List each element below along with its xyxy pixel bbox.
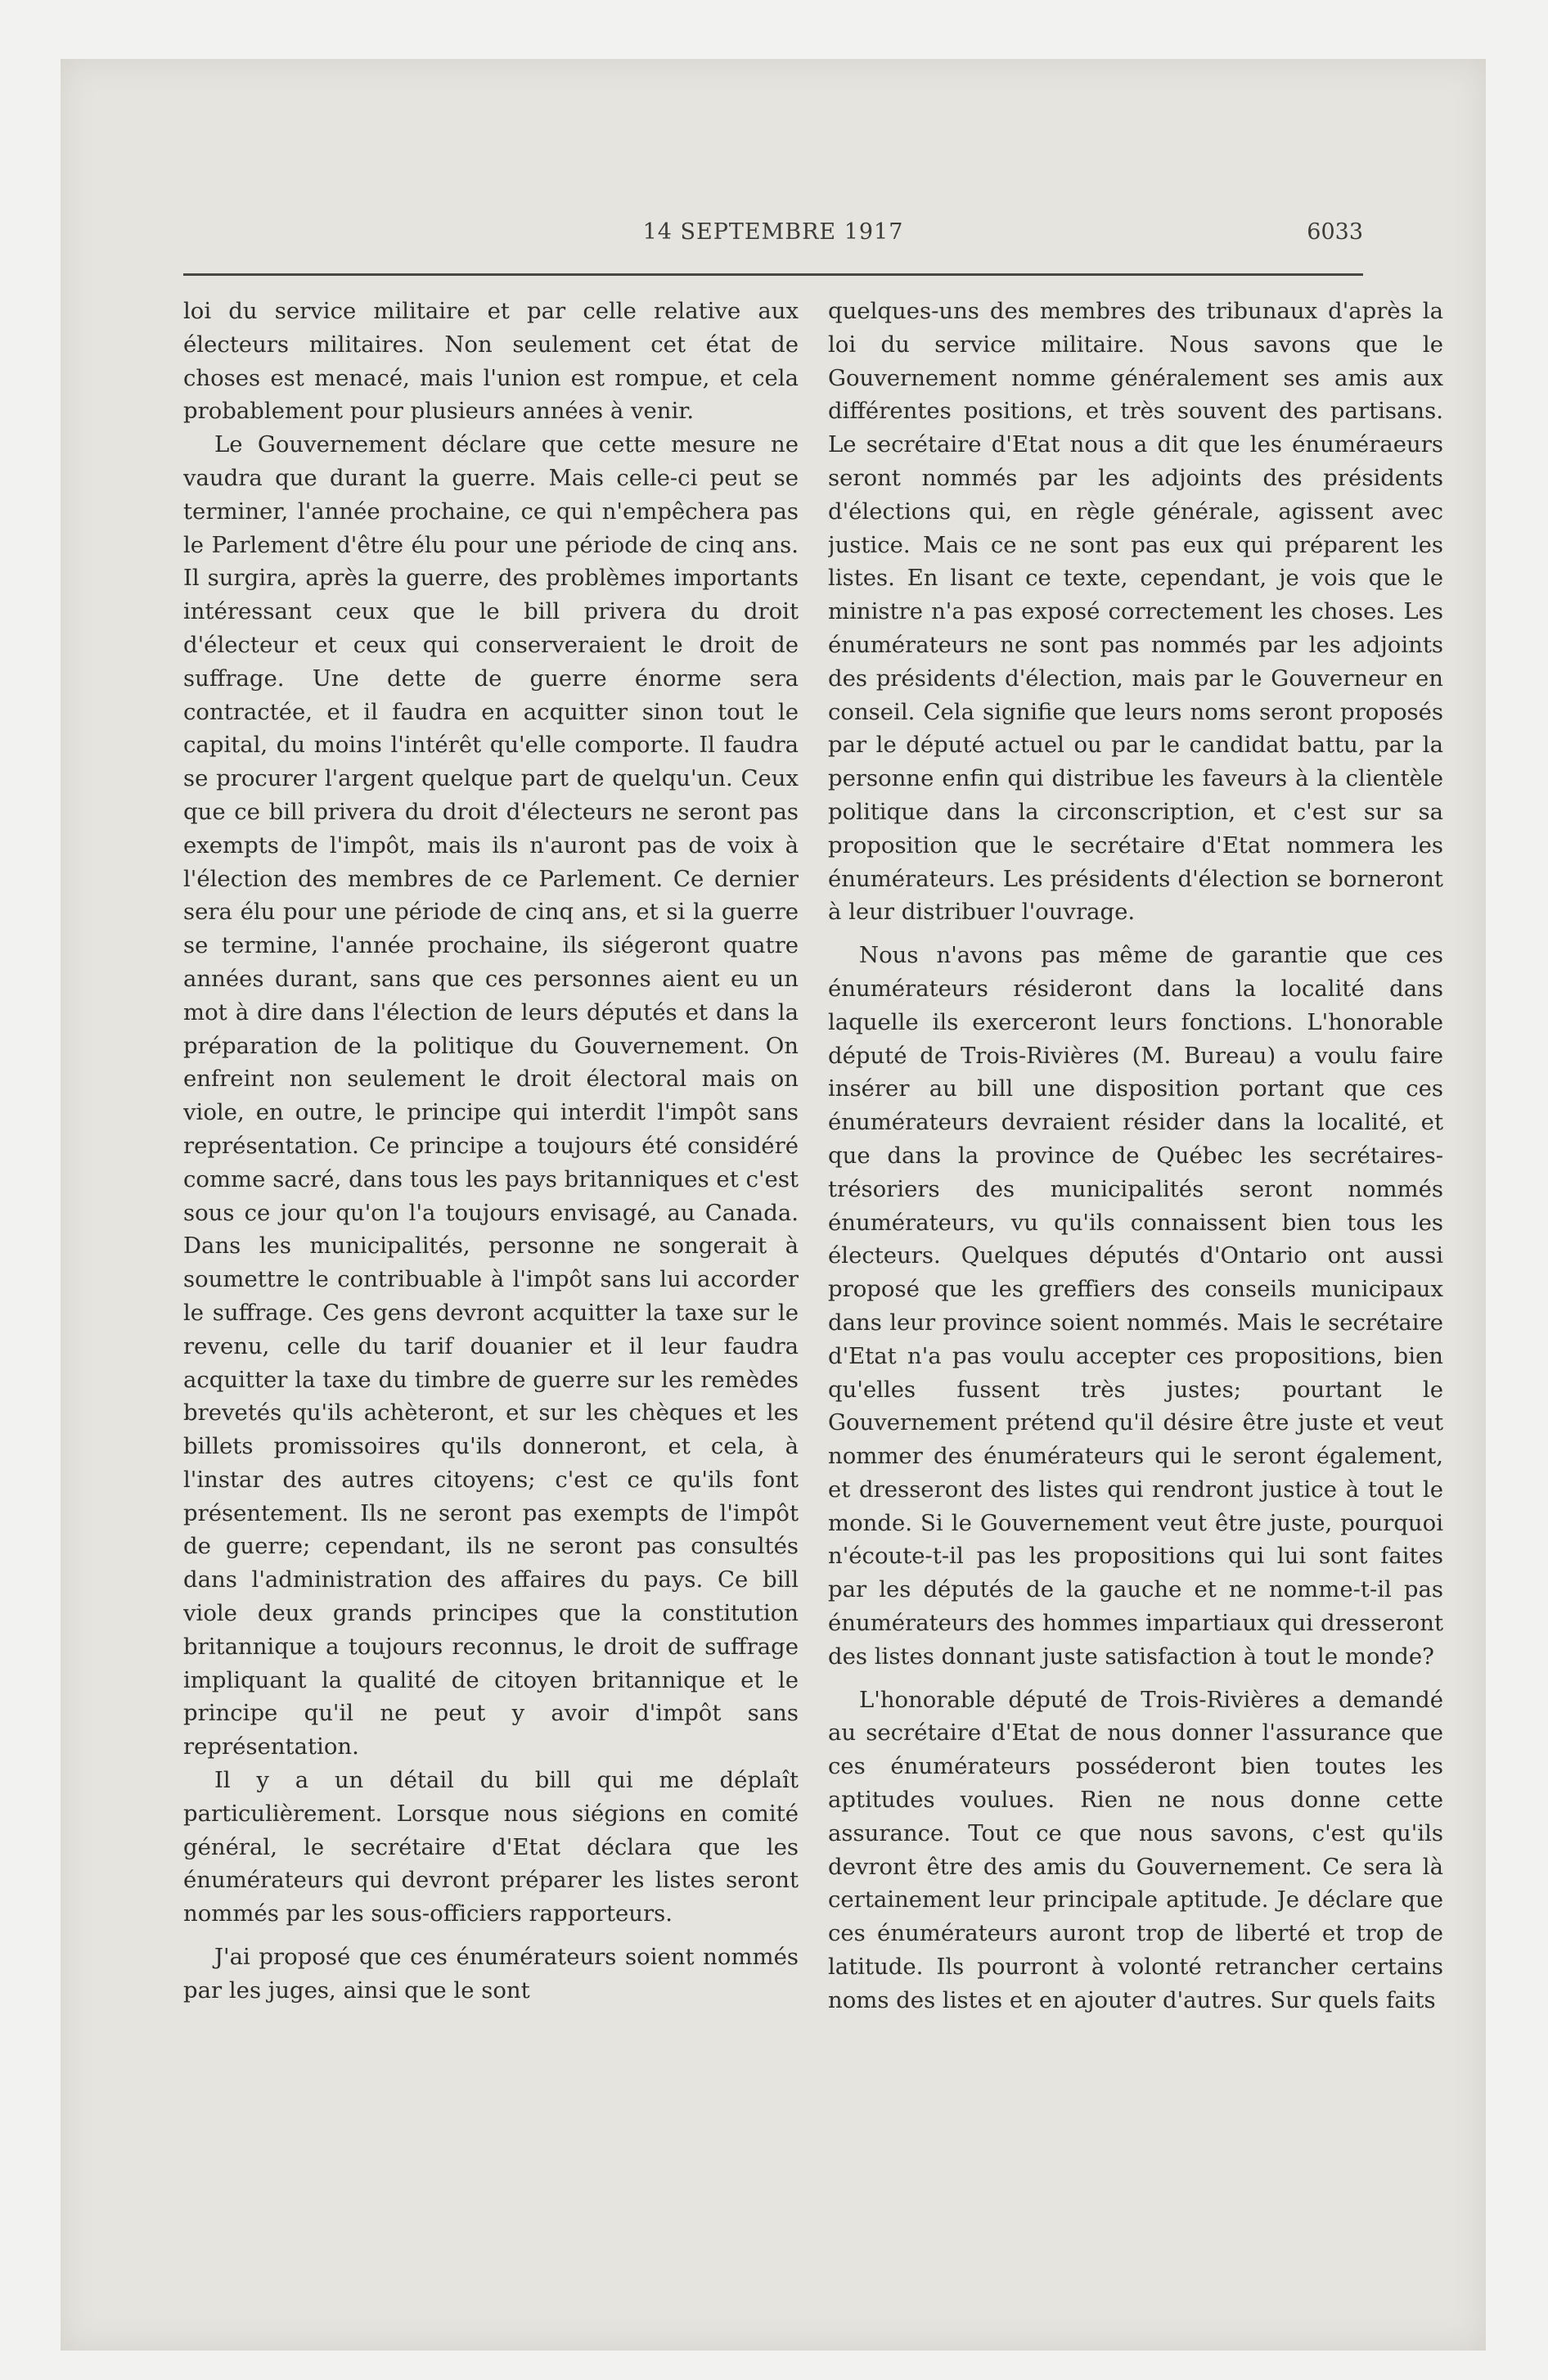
paragraph: loi du service militaire et par celle relative aux électeurs militaires. Non seulement cet état de choses est menacé, mais l'union est rompue, et cela probablement pour plusieurs années à venir.: [183, 298, 799, 425]
running-header: [183, 219, 1363, 252]
right-column: [828, 295, 1443, 2292]
text-columns: [183, 295, 1486, 2292]
header-rule: [183, 273, 1363, 276]
paragraph: J'ai proposé que ces énumérateurs soient nommés par les juges, ainsi que le sont: [183, 1944, 799, 2004]
left-column: [183, 295, 799, 2292]
page-number: 6033: [1307, 219, 1363, 245]
paragraph: Nous n'avons pas même de garantie que ces énumérateurs résideront dans la localité dans laquelle ils exerceront leurs fonctions. L'honorable député de Trois-Rivières (M. Bureau) a voulu faire insérer au bill une disposition portant que ces énumérateurs devraient résider dans la localité, et que dans la province de Québec les secrétaires-trésoriers des municipalités seront nommés énumérateurs, vu qu'ils connaissent bien tous les électeurs. Quelques députés d'Ontario ont aussi proposé que les greffiers des conseils municipaux dans leur province soient nommés. Mais le secrétaire d'Etat n'a pas voulu accepter ces propositions, bien qu'elles fussent très justes; pourtant le Gouvernement prétend qu'il désire être juste et veut nommer des énumérateurs qui le seront également, et dresseront des listes qui rendront justice à tout le monde. Si le Gouvernement veut être juste, pourquoi n'écoute-t-il pas les propositions qui lui sont faites par les députés de la gauche et ne nomme-t-il pas énumérateurs des hommes impartiaux qui dresseront des listes donnant juste satisfaction à tout le monde?: [828, 942, 1443, 1670]
paragraph: Il y a un détail du bill qui me déplaît particulièrement. Lorsque nous siégions en comité général, le secrétaire d'Etat déclara que les énumérateurs qui devront préparer les listes seront nommés par les sous-officiers rapporteurs.: [183, 1767, 799, 1927]
header-date: 14 SEPTEMBRE 1917: [642, 219, 904, 245]
paragraph: L'honorable député de Trois-Rivières a demandé au secrétaire d'Etat de nous donner l'assurance que ces énumérateurs posséderont bien toutes les aptitudes voulues. Rien ne nous donne cette assurance. Tout ce que nous savons, c'est qu'ils devront être des amis du Gouvernement. Ce sera là certainement leur principale aptitude. Je déclare que ces énumérateurs auront trop de liberté et trop de latitude. Ils pourront à volonté retrancher certains noms des listes et en ajouter d'autres. Sur quels faits: [828, 1686, 1443, 2013]
paragraph: quelques-uns des membres des tribunaux d'après la loi du service militaire. Nous savons que le Gouvernement nomme généralement ses amis aux différentes positions, et très souvent des partisans. Le secrétaire d'Etat nous a dit que les énuméraeurs seront nommés par les adjoints des présidents d'élections qui, en règle générale, agissent avec justice. Mais ce ne sont pas eux qui préparent les listes. En lisant ce texte, cependant, je vois que le ministre n'a pas exposé correctement les choses. Les énumérateurs ne sont pas nommés par les adjoints des présidents d'élection, mais par le Gouverneur en conseil. Cela signifie que leurs noms seront proposés par le député actuel ou par le candidat battu, par la personne enfin qui distribue les faveurs à la clientèle politique dans la circonscription, et c'est sur sa proposition que le secrétaire d'Etat nommera les énumérateurs. Les présidents d'élection se borneront à leur distribuer l'ouvrage.: [828, 298, 1443, 926]
page-sheet: [61, 59, 1486, 2351]
paragraph: Le Gouvernement déclare que cette mesure ne vaudra que durant la guerre. Mais celle-ci peut se terminer, l'année prochaine, ce qui n'empêchera pas le Parlement d'être élu pour une période de cinq ans. Il surgira, après la guerre, des problèmes importants intéressant ceux que le bill privera du droit d'électeur et ceux qui conserveraient le droit de suffrage. Une dette de guerre énorme sera contractée, et il faudra en acquitter sinon tout le capital, du moins l'intérêt qu'elle comporte. Il faudra se procurer l'argent quelque part de quelqu'un. Ceux que ce bill privera du droit d'électeurs ne seront pas exempts de l'impôt, mais ils n'auront pas de voix à l'élection des membres de ce Parlement. Ce dernier sera élu pour une période de cinq ans, et si la guerre se termine, l'année prochaine, ils siégeront quatre années durant, sans que ces personnes aient eu un mot à dire dans l'élection de leurs députés et dans la préparation de la politique du Gouvernement. On enfreint non seulement le droit électoral mais on viole, en outre, le principe qui interdit l'impôt sans représentation. Ce principe a toujours été considéré comme sacré, dans tous les pays britanniques et c'est sous ce jour qu'on l'a toujours envisagé, au Canada. Dans les municipalités, personne ne songerait à soumettre le contribuable à l'impôt sans lui accorder le suffrage. Ces gens devront acquitter la taxe sur le revenu, celle du tarif douanier et il leur faudra acquitter la taxe du timbre de guerre sur les remèdes brevetés qu'ils achèteront, et sur les chèques et les billets promissoires qu'ils donneront, et cela, à l'instar des autres citoyens; c'est ce qu'ils font présentement. Ils ne seront pas exempts de l'impôt de guerre; cependant, ils ne seront pas consultés dans l'administration des affaires du pays. Ce bill viole deux grands principes que la constitution britannique a toujours reconnus, le droit de suffrage impliquant la qualité de citoyen britannique et le principe qu'il ne peut y avoir d'impôt sans représentation.: [183, 431, 799, 1760]
